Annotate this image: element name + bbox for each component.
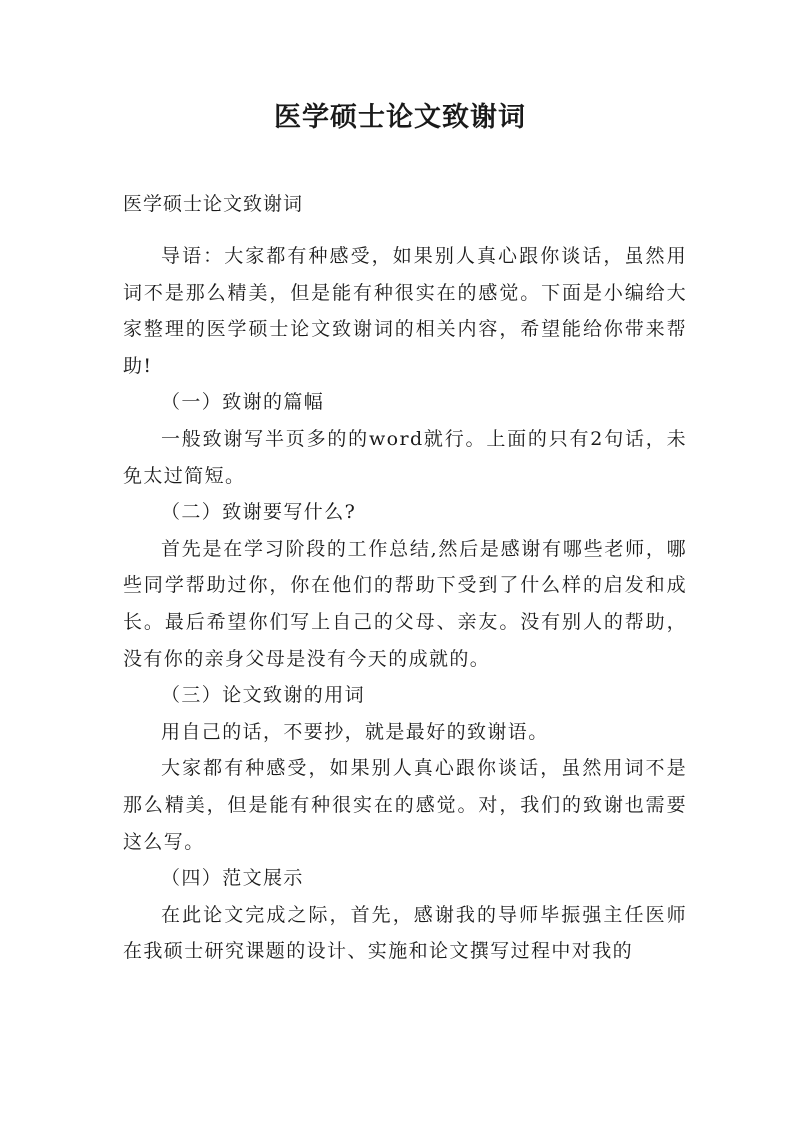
section-content-paragraph: 首先是在学习阶段的工作总结,然后是感谢有哪些老师，哪些同学帮助过你，你在他们的帮助下受到了什么样的启发和成长。最后希望你们写上自己的父母、亲友。没有别人的帮助，没有你的亲身父母是没有今天的成就的。 — [123, 537, 687, 670]
section-heading-example: （四）范文展示 — [161, 867, 304, 890]
document-subtitle: 医学硕士论文致谢词 — [123, 193, 304, 215]
section-example-paragraph: 在此论文完成之际，首先，感谢我的导师毕振强主任医师在我硕士研究课题的设计、实施和论文撰写过程中对我的 — [123, 903, 687, 963]
document-title: 医学硕士论文致谢词 — [274, 102, 526, 133]
section-heading-wording: （三）论文致谢的用词 — [161, 684, 366, 707]
document-body — [123, 238, 687, 970]
section-length-paragraph: 一般致谢写半页多的的word就行。上面的只有2句话，未免太过简短。 — [123, 427, 687, 487]
section-heading-content: （二）致谢要写什么? — [161, 501, 357, 524]
section-heading-length: （一）致谢的篇幅 — [161, 391, 325, 414]
section-wording-paragraph-1: 用自己的话，不要抄，就是最好的致谢语。 — [161, 720, 549, 743]
section-wording-paragraph-2: 大家都有种感受，如果别人真心跟你谈话，虽然用词不是那么精美，但是能有种很实在的感觉。对，我们的致谢也需要这么写。 — [123, 757, 687, 853]
intro-paragraph: 导语：大家都有种感受，如果别人真心跟你谈话，虽然用词不是那么精美，但是能有种很实在的感觉。下面是小编给大家整理的医学硕士论文致谢词的相关内容，希望能给你带来帮助! — [123, 245, 687, 377]
